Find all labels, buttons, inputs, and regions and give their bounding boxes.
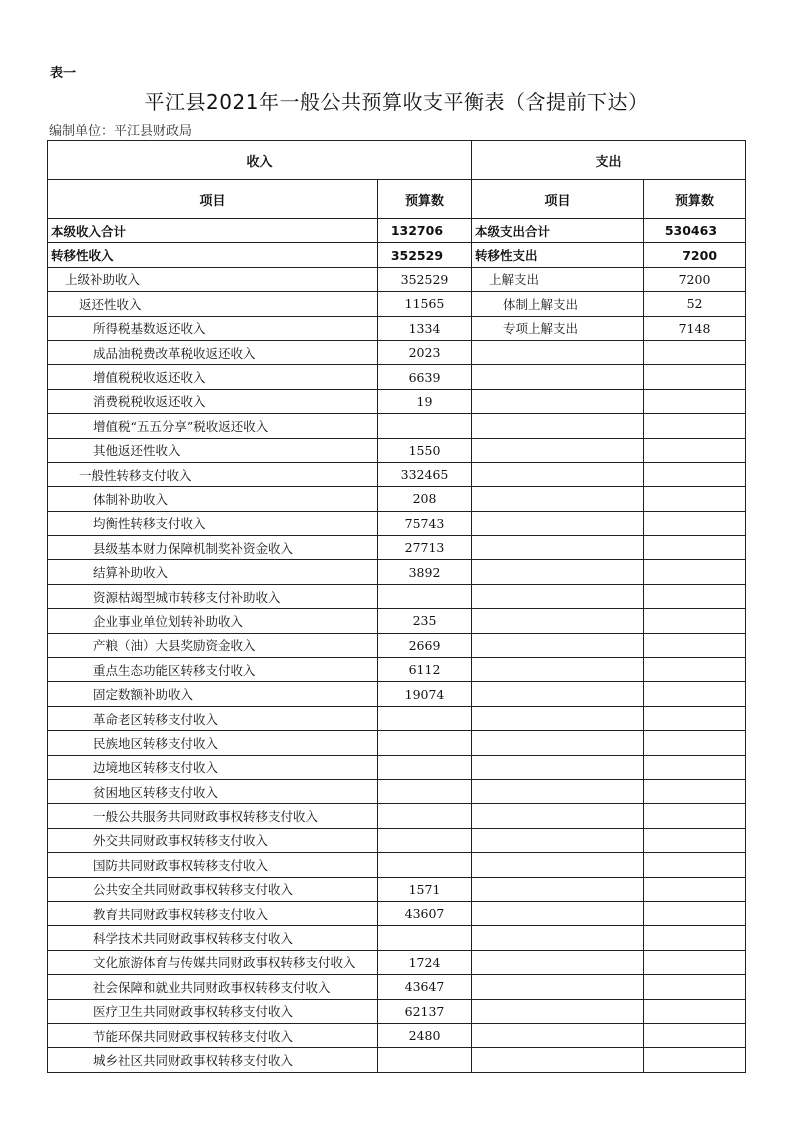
table-row: [48, 267, 746, 291]
expenditure-budget-cell: [644, 340, 746, 364]
expenditure-budget-cell: 530463: [644, 219, 746, 243]
income-budget-cell: [378, 779, 472, 803]
table-row: [48, 877, 746, 901]
expenditure-item-cell: [472, 926, 644, 950]
income-item-cell: 资源枯竭型城市转移支付补助收入: [48, 584, 378, 608]
income-budget-cell: [378, 731, 472, 755]
income-budget-cell: 352529: [378, 243, 472, 267]
income-item-cell: 增值税税收返还收入: [48, 365, 378, 389]
expenditure-section-header: 支出: [472, 141, 746, 180]
expenditure-budget-cell: [644, 414, 746, 438]
income-item-cell: 公共安全共同财政事权转移支付收入: [48, 877, 378, 901]
expenditure-item-cell: [472, 462, 644, 486]
budget-balance-table: [47, 140, 746, 1073]
expenditure-item-cell: [472, 536, 644, 560]
expenditure-budget-cell: [644, 731, 746, 755]
income-item-cell: 革命老区转移支付收入: [48, 706, 378, 730]
income-item-header: 项目: [48, 180, 378, 219]
expenditure-budget-cell: [644, 877, 746, 901]
expenditure-item-cell: 本级支出合计: [472, 219, 644, 243]
income-item-cell: 企业事业单位划转补助收入: [48, 609, 378, 633]
expenditure-budget-cell: [644, 682, 746, 706]
income-item-cell: 外交共同财政事权转移支付收入: [48, 828, 378, 852]
table-row: [48, 243, 746, 267]
income-budget-cell: [378, 804, 472, 828]
income-budget-cell: 43647: [378, 975, 472, 999]
expenditure-budget-header: 预算数: [644, 180, 746, 219]
income-item-cell: 固定数额补助收入: [48, 682, 378, 706]
expenditure-item-cell: 专项上解支出: [472, 316, 644, 340]
income-item-cell: 贫困地区转移支付收入: [48, 779, 378, 803]
income-item-cell: 一般公共服务共同财政事权转移支付收入: [48, 804, 378, 828]
expenditure-item-cell: 体制上解支出: [472, 292, 644, 316]
expenditure-budget-cell: [644, 853, 746, 877]
table-row: [48, 1048, 746, 1072]
expenditure-budget-cell: 7200: [644, 267, 746, 291]
income-budget-cell: [378, 706, 472, 730]
expenditure-budget-cell: [644, 389, 746, 413]
expenditure-item-cell: [472, 438, 644, 462]
expenditure-item-cell: 转移性支出: [472, 243, 644, 267]
income-item-cell: 一般性转移支付收入: [48, 462, 378, 486]
income-budget-cell: 19: [378, 389, 472, 413]
income-budget-cell: 6112: [378, 658, 472, 682]
expenditure-item-cell: [472, 389, 644, 413]
income-budget-cell: 235: [378, 609, 472, 633]
income-item-cell: 民族地区转移支付收入: [48, 731, 378, 755]
income-budget-cell: 332465: [378, 462, 472, 486]
expenditure-item-cell: [472, 853, 644, 877]
income-budget-cell: [378, 828, 472, 852]
income-item-cell: 上级补助收入: [48, 267, 378, 291]
expenditure-item-cell: [472, 999, 644, 1023]
expenditure-item-cell: [472, 755, 644, 779]
expenditure-budget-cell: [644, 975, 746, 999]
income-item-cell: 边境地区转移支付收入: [48, 755, 378, 779]
expenditure-item-cell: [472, 975, 644, 999]
expenditure-budget-cell: [644, 950, 746, 974]
expenditure-item-cell: [472, 487, 644, 511]
expenditure-budget-cell: [644, 755, 746, 779]
table-row: [48, 999, 746, 1023]
expenditure-budget-cell: [644, 901, 746, 925]
table-row: [48, 609, 746, 633]
expenditure-item-cell: [472, 901, 644, 925]
income-item-cell: 均衡性转移支付收入: [48, 511, 378, 535]
table-row: [48, 316, 746, 340]
table-row: [48, 975, 746, 999]
income-budget-cell: [378, 414, 472, 438]
table-row: [48, 950, 746, 974]
table-row: [48, 219, 746, 243]
header-row-columns: [48, 180, 746, 219]
income-item-cell: 转移性收入: [48, 243, 378, 267]
expenditure-item-cell: [472, 560, 644, 584]
expenditure-item-cell: 上解支出: [472, 267, 644, 291]
income-budget-cell: 1334: [378, 316, 472, 340]
table-row: [48, 511, 746, 535]
income-item-cell: 教育共同财政事权转移支付收入: [48, 901, 378, 925]
income-item-cell: 返还性收入: [48, 292, 378, 316]
expenditure-budget-cell: [644, 511, 746, 535]
table-row: [48, 731, 746, 755]
expenditure-budget-cell: [644, 487, 746, 511]
table-row: [48, 804, 746, 828]
table-row: [48, 340, 746, 364]
table-row: [48, 853, 746, 877]
income-budget-cell: [378, 584, 472, 608]
table-row: [48, 682, 746, 706]
income-item-cell: 国防共同财政事权转移支付收入: [48, 853, 378, 877]
expenditure-item-cell: [472, 1023, 644, 1047]
expenditure-item-cell: [472, 584, 644, 608]
income-item-cell: 体制补助收入: [48, 487, 378, 511]
table-row: [48, 658, 746, 682]
income-budget-cell: 1550: [378, 438, 472, 462]
expenditure-budget-cell: [644, 633, 746, 657]
expenditure-budget-cell: 7148: [644, 316, 746, 340]
income-item-cell: 其他返还性收入: [48, 438, 378, 462]
expenditure-item-cell: [472, 706, 644, 730]
income-item-cell: 科学技术共同财政事权转移支付收入: [48, 926, 378, 950]
income-budget-cell: 43607: [378, 901, 472, 925]
table-row: [48, 536, 746, 560]
expenditure-budget-cell: [644, 365, 746, 389]
expenditure-item-cell: [472, 1048, 644, 1072]
expenditure-budget-cell: [644, 804, 746, 828]
expenditure-item-cell: [472, 682, 644, 706]
income-item-cell: 文化旅游体育与传媒共同财政事权转移支付收入: [48, 950, 378, 974]
expenditure-item-cell: [472, 511, 644, 535]
table-row: [48, 779, 746, 803]
header-row-sections: [48, 141, 746, 180]
expenditure-item-cell: [472, 633, 644, 657]
compiling-unit: 编制单位：平江县财政局: [49, 124, 193, 139]
table-row: [48, 901, 746, 925]
income-item-cell: 节能环保共同财政事权转移支付收入: [48, 1023, 378, 1047]
income-budget-cell: [378, 1048, 472, 1072]
expenditure-item-cell: [472, 804, 644, 828]
income-item-cell: 所得税基数返还收入: [48, 316, 378, 340]
table-row: [48, 462, 746, 486]
income-item-cell: 消费税税收返还收入: [48, 389, 378, 413]
income-budget-cell: 352529: [378, 267, 472, 291]
expenditure-budget-cell: [644, 1048, 746, 1072]
income-item-cell: 重点生态功能区转移支付收入: [48, 658, 378, 682]
income-item-cell: 结算补助收入: [48, 560, 378, 584]
table-row: [48, 414, 746, 438]
income-item-cell: 本级收入合计: [48, 219, 378, 243]
income-budget-cell: 1571: [378, 877, 472, 901]
income-budget-cell: [378, 926, 472, 950]
expenditure-budget-cell: [644, 536, 746, 560]
income-budget-cell: 132706: [378, 219, 472, 243]
income-item-cell: 县级基本财力保障机制奖补资金收入: [48, 536, 378, 560]
income-budget-cell: 62137: [378, 999, 472, 1023]
income-budget-cell: [378, 853, 472, 877]
expenditure-item-cell: [472, 365, 644, 389]
income-budget-cell: 3892: [378, 560, 472, 584]
table-row: [48, 584, 746, 608]
income-item-cell: 增值税“五五分享”税收返还收入: [48, 414, 378, 438]
income-budget-cell: 2669: [378, 633, 472, 657]
expenditure-item-cell: [472, 731, 644, 755]
table-row: [48, 487, 746, 511]
table-row: [48, 438, 746, 462]
expenditure-budget-cell: [644, 999, 746, 1023]
table-row: [48, 828, 746, 852]
expenditure-item-cell: [472, 658, 644, 682]
expenditure-budget-cell: [644, 560, 746, 584]
expenditure-budget-cell: [644, 1023, 746, 1047]
income-budget-cell: 6639: [378, 365, 472, 389]
income-budget-cell: 75743: [378, 511, 472, 535]
table-row: [48, 633, 746, 657]
expenditure-item-cell: [472, 877, 644, 901]
expenditure-budget-cell: [644, 609, 746, 633]
income-item-cell: 产粮（油）大县奖励资金收入: [48, 633, 378, 657]
expenditure-budget-cell: [644, 779, 746, 803]
income-item-cell: 成品油税费改革税收返还收入: [48, 340, 378, 364]
income-section-header: 收入: [48, 141, 472, 180]
income-item-cell: 城乡社区共同财政事权转移支付收入: [48, 1048, 378, 1072]
income-budget-cell: 1724: [378, 950, 472, 974]
expenditure-item-cell: [472, 779, 644, 803]
income-budget-cell: 208: [378, 487, 472, 511]
expenditure-budget-cell: [644, 828, 746, 852]
expenditure-budget-cell: [644, 584, 746, 608]
expenditure-item-header: 项目: [472, 180, 644, 219]
table-number-label: 表一: [50, 66, 77, 81]
table-row: [48, 755, 746, 779]
expenditure-budget-cell: 52: [644, 292, 746, 316]
expenditure-budget-cell: 7200: [644, 243, 746, 267]
income-budget-cell: 11565: [378, 292, 472, 316]
expenditure-item-cell: [472, 609, 644, 633]
income-budget-cell: 19074: [378, 682, 472, 706]
expenditure-item-cell: [472, 340, 644, 364]
expenditure-item-cell: [472, 414, 644, 438]
expenditure-item-cell: [472, 950, 644, 974]
income-budget-cell: 27713: [378, 536, 472, 560]
income-item-cell: 社会保障和就业共同财政事权转移支付收入: [48, 975, 378, 999]
expenditure-budget-cell: [644, 926, 746, 950]
expenditure-budget-cell: [644, 706, 746, 730]
page-title: 平江县2021年一般公共预算收支平衡表（含提前下达）: [144, 90, 649, 114]
table-row: [48, 365, 746, 389]
table-row: [48, 292, 746, 316]
table-row: [48, 560, 746, 584]
income-budget-cell: 2023: [378, 340, 472, 364]
income-budget-cell: [378, 755, 472, 779]
expenditure-item-cell: [472, 828, 644, 852]
expenditure-budget-cell: [644, 658, 746, 682]
expenditure-budget-cell: [644, 462, 746, 486]
income-item-cell: 医疗卫生共同财政事权转移支付收入: [48, 999, 378, 1023]
expenditure-budget-cell: [644, 438, 746, 462]
income-budget-cell: 2480: [378, 1023, 472, 1047]
table-row: [48, 706, 746, 730]
table-row: [48, 389, 746, 413]
table-row: [48, 926, 746, 950]
table-row: [48, 1023, 746, 1047]
income-budget-header: 预算数: [378, 180, 472, 219]
